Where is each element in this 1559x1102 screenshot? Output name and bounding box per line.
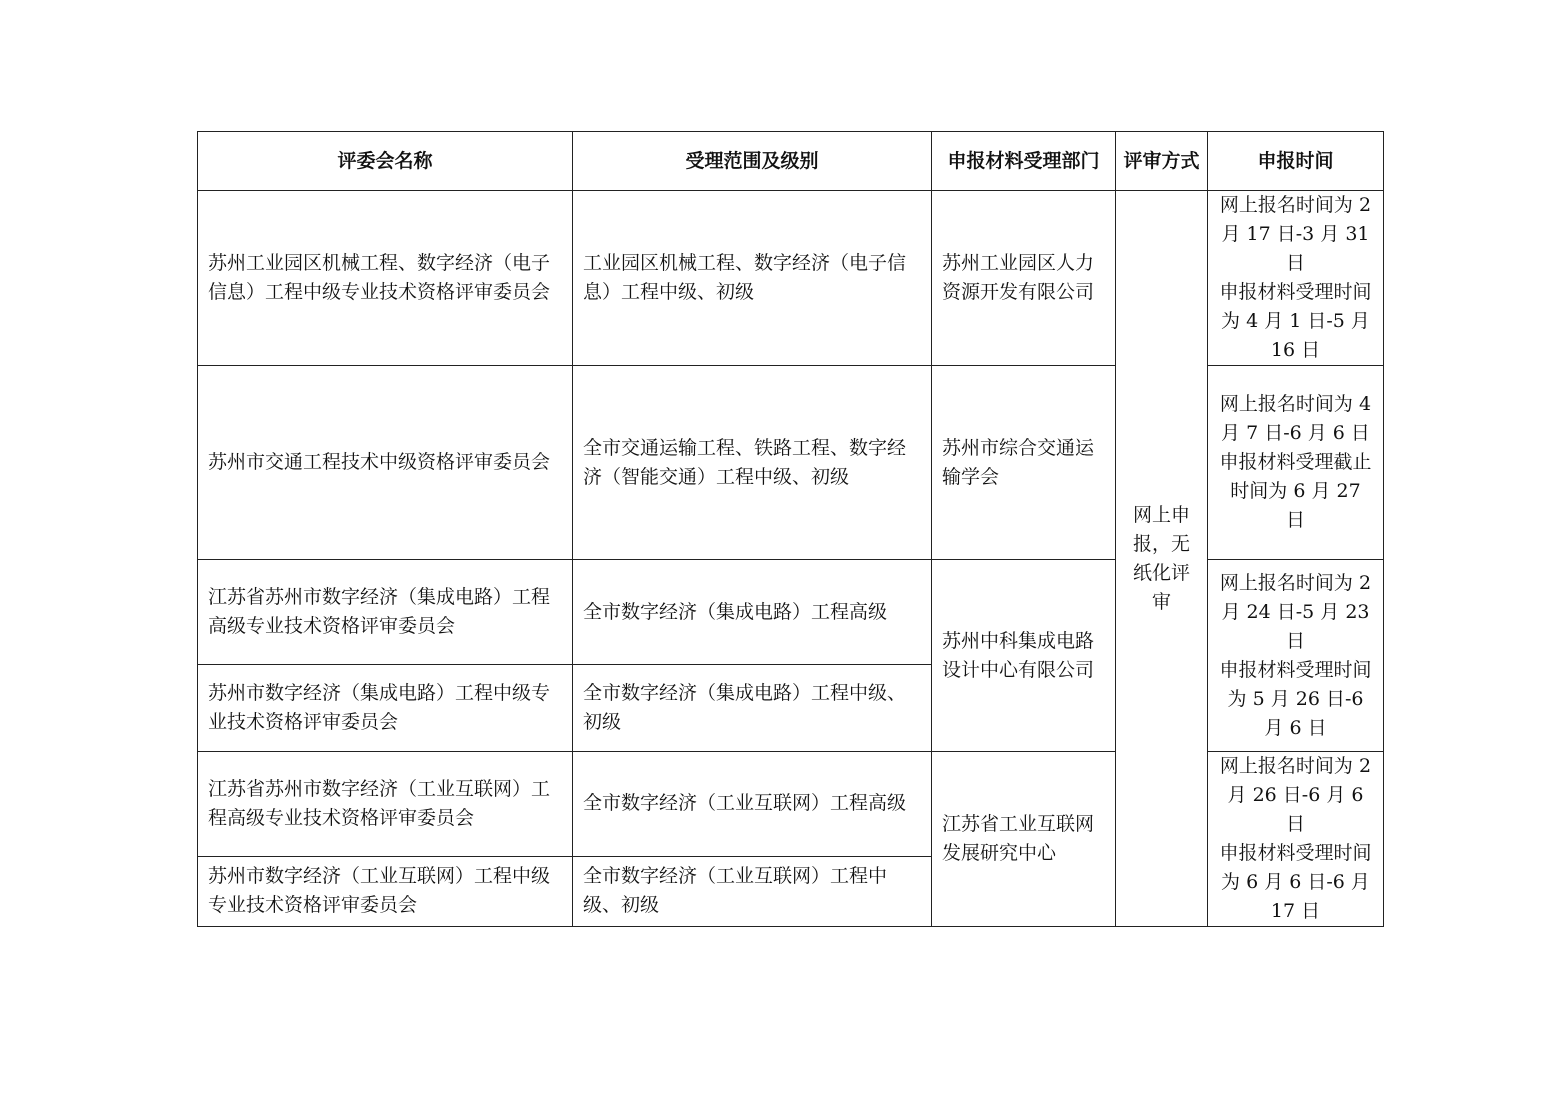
dept-cell: 江苏省工业互联网发展研究中心	[932, 752, 1116, 927]
time-text: 网上报名时间为 2 月 24 日-5 月 23 日 申报材料受理时间为 5 月 26 日-6 月 6 日	[1219, 571, 1372, 739]
committee-cell: 苏州市交通工程技术中级资格评审委员会	[198, 366, 573, 560]
committee-cell: 苏州市数字经济（集成电路）工程中级专业技术资格评审委员会	[198, 665, 573, 752]
header-receiving-dept: 申报材料受理部门	[932, 132, 1116, 191]
header-application-time: 申报时间	[1208, 132, 1384, 191]
time-cell	[1208, 191, 1384, 366]
scope-cell: 全市数字经济（集成电路）工程中级、初级	[573, 665, 932, 752]
committee-cell: 江苏省苏州市数字经济（集成电路）工程高级专业技术资格评审委员会	[198, 560, 573, 665]
header-review-method: 评审方式	[1116, 132, 1208, 191]
header-committee-name: 评委会名称	[198, 132, 573, 191]
time-cell	[1208, 560, 1384, 752]
table-row	[198, 191, 1384, 366]
scope-cell: 全市交通运输工程、铁路工程、数字经济（智能交通）工程中级、初级	[573, 366, 932, 560]
dept-cell: 苏州工业园区人力资源开发有限公司	[932, 191, 1116, 366]
scope-cell: 工业园区机械工程、数字经济（电子信息）工程中级、初级	[573, 191, 932, 366]
review-committee-table	[197, 131, 1384, 927]
time-cell	[1208, 752, 1384, 927]
committee-cell: 苏州工业园区机械工程、数字经济（电子信息）工程中级专业技术资格评审委员会	[198, 191, 573, 366]
time-text: 网上报名时间为 2 月 26 日-6 月 6 日 申报材料受理时间为 6 月 6 日-6 月 17 日	[1219, 755, 1372, 922]
time-text: 网上报名时间为 2 月 17 日-3 月 31 日 申报材料受理时间为 4 月 1 日-5 月 16 日	[1219, 194, 1372, 361]
scope-cell: 全市数字经济（集成电路）工程高级	[573, 560, 932, 665]
review-method-cell: 网上申报，无纸化评审	[1116, 191, 1208, 927]
time-cell	[1208, 366, 1384, 560]
committee-cell: 江苏省苏州市数字经济（工业互联网）工程高级专业技术资格评审委员会	[198, 752, 573, 857]
dept-cell: 苏州市综合交通运输学会	[932, 366, 1116, 560]
committee-cell: 苏州市数字经济（工业互联网）工程中级专业技术资格评审委员会	[198, 856, 573, 926]
scope-cell: 全市数字经济（工业互联网）工程高级	[573, 752, 932, 857]
table-header-row	[198, 132, 1384, 191]
scope-cell: 全市数字经济（工业互联网）工程中级、初级	[573, 856, 932, 926]
dept-cell: 苏州中科集成电路设计中心有限公司	[932, 560, 1116, 752]
header-scope-level: 受理范围及级别	[573, 132, 932, 191]
time-text: 网上报名时间为 4 月 7 日-6 月 6 日 申报材料受理截止时间为 6 月 27 日	[1219, 393, 1372, 531]
